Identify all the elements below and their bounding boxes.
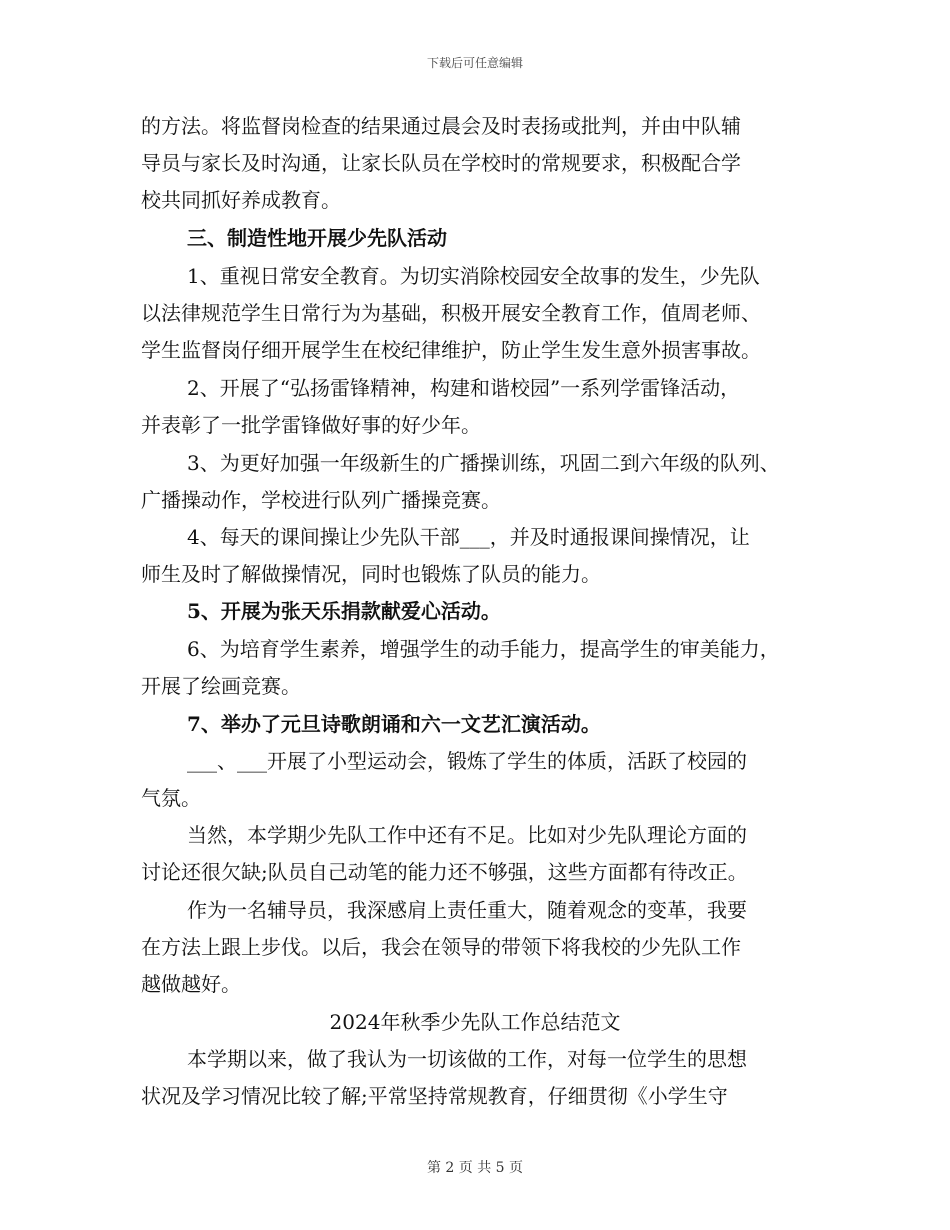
text-line: 在方法上跟上步伐。以后，我会在领导的带领下将我校的少先队工作 <box>141 935 741 959</box>
bold-item: 5、开展为张天乐捐款献爱心活动。 <box>187 599 501 623</box>
section-heading: 三、制造性地开展少先队活动 <box>187 226 447 250</box>
text-line: 的方法。将监督岗检查的结果通过晨会及时表扬或批判，并由中队辅 <box>141 114 741 138</box>
text-line: 以法律规范学生日常行为为基础，积极开展安全教育工作，值周老师、 <box>141 301 761 325</box>
text-line: 开展了绘画竞赛。 <box>141 674 301 698</box>
page-header: 下载后可任意编辑 <box>426 56 523 70</box>
bold-item: 7、举办了元旦诗歌朗诵和六一文艺汇演活动。 <box>187 712 601 736</box>
text-line: 校共同抓好养成教育。 <box>141 188 341 212</box>
text-line: 越做越好。 <box>141 972 241 996</box>
text-line: 气氛。 <box>141 786 201 810</box>
text-line: 导员与家长及时沟通，让家长队员在学校时的常规要求，积极配合学 <box>141 151 741 175</box>
text-line: 状况及学习情况比较了解;平常坚持常规教育，仔细贯彻《小学生守 <box>141 1084 728 1108</box>
text-line: 当然，本学期少先队工作中还有不足。比如对少先队理论方面的 <box>187 823 747 847</box>
text-line: ___、___开展了小型运动会，锻炼了学生的体质，活跃了校园的 <box>187 749 747 773</box>
text-line: 广播操动作，学校进行队列广播操竞赛。 <box>141 488 501 512</box>
text-line: 作为一名辅导员，我深感肩上责任重大，随着观念的变革，我要 <box>187 898 747 922</box>
text-line: 讨论还很欠缺;队员自己动笔的能力还不够强，这些方面都有待改正。 <box>141 860 748 884</box>
text-line: 本学期以来，做了我认为一切该做的工作，对每一位学生的思想 <box>187 1047 747 1071</box>
text-line: 并表彰了一批学雷锋做好事的好少年。 <box>141 413 481 437</box>
document-title: 2024年秋季少先队工作总结范文 <box>329 1010 621 1034</box>
text-line: 学生监督岗仔细开展学生在校纪律维护，防止学生发生意外损害事故。 <box>141 338 761 362</box>
text-line: 6、为培育学生素养，增强学生的动手能力，提高学生的审美能力， <box>187 637 780 661</box>
text-line: 2、开展了“弘扬雷锋精神，构建和谐校园”一系列学雷锋活动， <box>187 376 741 400</box>
text-line: 1、重视日常安全教育。为切实消除校园安全故事的发生，少先队 <box>187 264 760 288</box>
text-line: 3、为更好加强一年级新生的广播操训练，巩固二到六年级的队列、 <box>187 451 780 475</box>
text-line: 4、每天的课间操让少先队干部___，并及时通报课间操情况，让 <box>187 525 750 549</box>
page-footer: 第 2 页 共 5 页 <box>426 1160 524 1176</box>
text-line: 师生及时了解做操情况，同时也锻炼了队员的能力。 <box>141 562 601 586</box>
